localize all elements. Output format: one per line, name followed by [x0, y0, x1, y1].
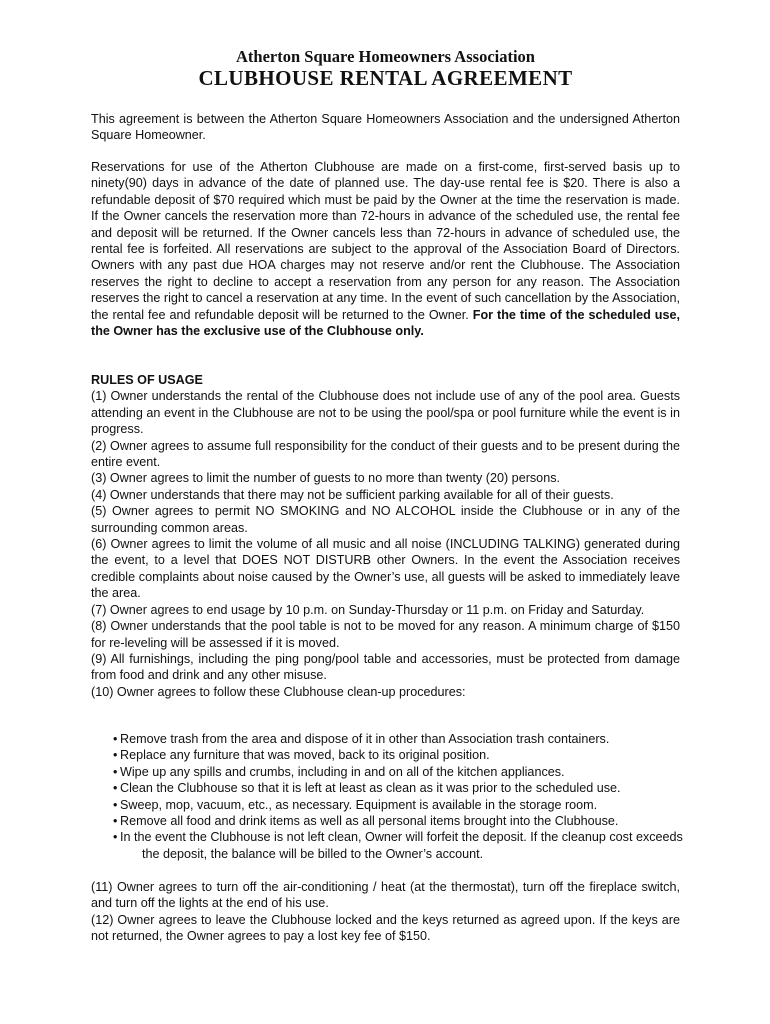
bullet-icon: •: [113, 814, 118, 829]
bullet-icon: •: [113, 732, 118, 746]
bullet-icon: •: [113, 830, 118, 845]
cleanup-item: • Sweep, mop, vacuum, etc., as necessary. Equipment is available in the storage room.: [113, 797, 598, 812]
rule-2: (2) Owner agrees to assume full responsibility for the conduct of their guests and to be present during the entire event.: [91, 438, 680, 470]
rules-heading: RULES OF USAGE: [91, 373, 203, 387]
reservations-text: Reservations for use of the Atherton Clubhouse are made on a first-come, first-served basis up to ninety(90) days in advance of the date of planned use. The day-use rental fee is $20. There is also a refundable deposit of $70 required which must be paid by the Owner at the time the reservation is made. If the Owner cancels the reservation more than 72-hours in advance of the scheduled use, the rental fee and deposit will be returned. If the Owner cancels less than 72-hours in advance of scheduled use, the rental fee is forfeited. All reservations are subject to the approval of the Association Board of Directors. Owners with any past due HOA charges may not reserve and/or rent the Clubhouse. The Association reserves the right to decline to accept a reservation from any person for any reason. The Association reserves the right to cancel a reservation at any time. In the event of such cancellation by the Association, the rental fee and refundable deposit will be returned to the Owner.: [91, 160, 680, 322]
rule-9: (9) All furnishings, including the ping pong/pool table and accessories, must be protected from damage from food and drink and any other misuse.: [91, 651, 680, 683]
rules-section: [91, 372, 680, 700]
intro-paragraph: This agreement is between the Atherton Square Homeowners Association and the undersigned Atherton Square Homeowner.: [91, 112, 680, 143]
cleanup-list: [113, 731, 683, 862]
rule-11: (11) Owner agrees to turn off the air-conditioning / heat (at the thermostat), turn off the fireplace switch, and turn off the lights at the end of his use.: [91, 880, 680, 911]
cleanup-item: • Replace any furniture that was moved, back to its original position.: [113, 748, 490, 763]
bullet-icon: •: [113, 781, 118, 796]
rule-4: (4) Owner understands that there may not be sufficient parking available for all of their guests.: [91, 487, 614, 502]
closing-rules: [91, 879, 680, 945]
document-title: CLUBHOUSE RENTAL AGREEMENT: [198, 66, 573, 90]
bullet-icon: •: [113, 764, 118, 779]
association-name: Atherton Square Homeowners Association: [236, 47, 535, 66]
cleanup-item: • In the event the Clubhouse is not left clean, Owner will forfeit the deposit. If the cleanup cost exceeds the deposit, the balance will be billed to the Owner’s account.: [113, 830, 683, 861]
cleanup-item: • Remove trash from the area and dispose of it in other than Association trash containers.: [113, 732, 610, 746]
rule-7: (7) Owner agrees to end usage by 10 p.m. on Sunday-Thursday or 11 p.m. on Friday and Saturday.: [91, 602, 645, 617]
rule-1: (1) Owner understands the rental of the Clubhouse does not include use of any of the pool area. Guests attending an event in the Clubhouse are not to be using the pool/spa or pool furniture while the event is in progress.: [91, 389, 680, 437]
reservations-paragraph: [91, 159, 680, 339]
cleanup-item: • Wipe up any spills and crumbs, including in and on all of the kitchen appliances.: [113, 764, 565, 779]
bullet-icon: •: [113, 797, 118, 812]
cleanup-item: • Clean the Clubhouse so that it is left at least as clean as it was prior to the scheduled use.: [113, 781, 621, 796]
rule-3: (3) Owner agrees to limit the number of guests to no more than twenty (20) persons.: [91, 471, 560, 486]
rule-12: (12) Owner agrees to leave the Clubhouse locked and the keys returned as agreed upon. If the keys are not returned, the Owner agrees to pay a lost key fee of $150.: [91, 912, 680, 944]
rule-8: (8) Owner understands that the pool table is not to be moved for any reason. A minimum charge of $150 for re-leveling will be assessed if it is moved.: [91, 619, 680, 650]
rule-10: (10) Owner agrees to follow these Clubhouse clean-up procedures:: [91, 684, 466, 699]
rule-6: (6) Owner agrees to limit the volume of all music and all noise (INCLUDING TALKING) generated during the event, to a level that DOES NOT DISTURB other Owners. In the event the Association receives credible complaints about noise caused by the Owner’s use, all guests will be asked to immediately leave the area.: [91, 537, 680, 601]
exclusive-use-statement: For the time of the scheduled use, the Owner has the exclusive use of the Clubhouse only.: [91, 307, 680, 339]
cleanup-item: • Remove all food and drink items as well as all personal items brought into the Clubhouse.: [113, 814, 619, 829]
bullet-icon: •: [113, 748, 118, 763]
rule-5: (5) Owner agrees to permit NO SMOKING and NO ALCOHOL inside the Clubhouse or in any of the surrounding common areas.: [91, 504, 680, 535]
